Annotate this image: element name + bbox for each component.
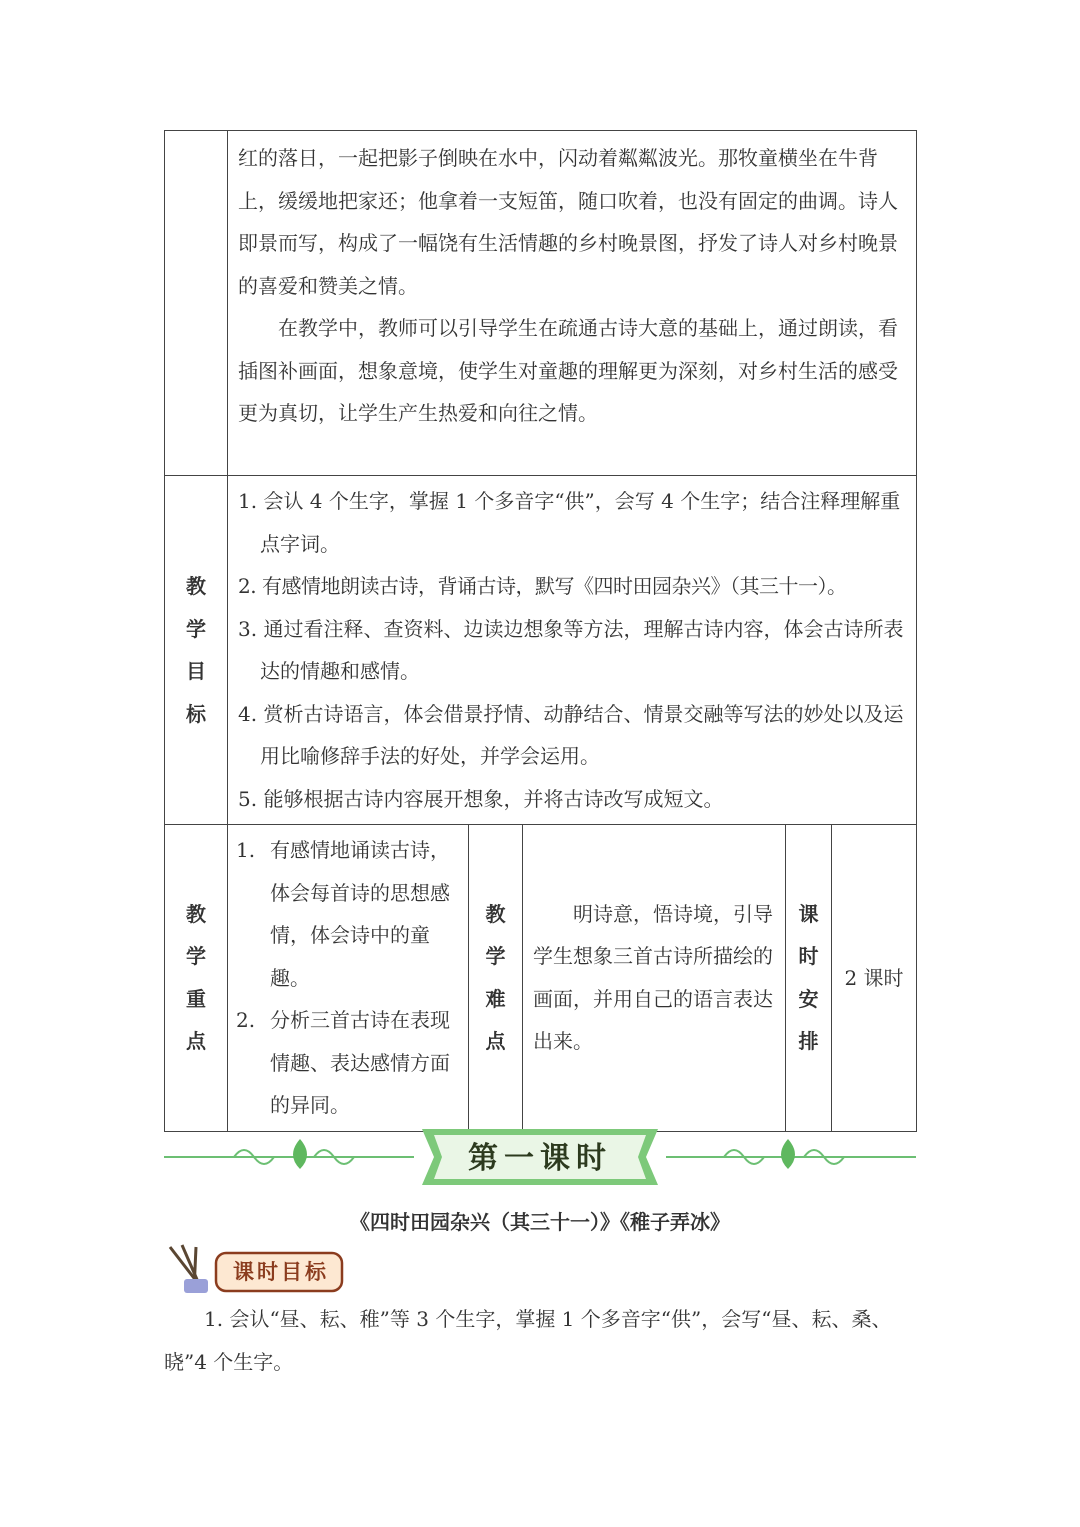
lesson-banner (164, 1125, 916, 1189)
banner-title: 第一课时 (468, 1141, 612, 1176)
goal-item: 2. 有感情地朗读古诗，背诵古诗，默写《四时田园杂兴》（其三十一）。 (238, 574, 847, 598)
lesson-goal-badge (164, 1243, 354, 1297)
difficulties-text: 明诗意，悟诗境，引导学生想象三首古诗所描绘的画面，并用自己的语言表达出来。 (533, 901, 773, 1054)
lesson-goal-item: 1. 会认“昼、耘、稚”等 3 个生字，掌握 1 个多音字“供”，会写“昼、耘、桑、晓”4 个生字。 (164, 1307, 892, 1374)
key-points-label: 教 学 重 点 (165, 825, 228, 1132)
key-point-item: 2. 分析三首古诗在表现情趣、表达感情方面的异同。 (236, 1008, 450, 1117)
intro-row (165, 131, 917, 476)
goal-item: 3. 通过看注释、查资料、边读边想象等方法，理解古诗内容，体会古诗所表达的情趣和感情。 (238, 616, 904, 683)
poem-subtitle: 《四时田园杂兴（其三十一）》《稚子弄冰》 (350, 1210, 730, 1234)
intro-cell (228, 131, 917, 476)
intro-label-cell (165, 131, 228, 476)
key-points-row (165, 825, 917, 1132)
difficulties-label: 教 学 难 点 (469, 825, 523, 1132)
goals-row (165, 476, 917, 825)
schedule-label: 课 时 安 排 (786, 825, 832, 1132)
intro-paragraph-1: 红的落日，一起把影子倒映在水中，闪动着粼粼波光。那牧童横坐在牛背上，缓缓地把家还；他拿着一支短笛，随口吹着，也没有固定的曲调。诗人即景而写，构成了一幅饶有生活情趣的乡村晚景图，抒发了诗人对乡村晚景的喜爱和赞美之情。 (238, 146, 898, 298)
goal-item: 4. 赏析古诗语言，体会借景抒情、动静结合、情景交融等写法的妙处以及运用比喻修辞手法的好处，并学会运用。 (238, 701, 904, 768)
goal-item: 1. 会认 4 个生字，掌握 1 个多音字“供”，会写 4 个生字；结合注释理解重点字词。 (238, 489, 901, 556)
key-points-cell (228, 825, 469, 1132)
difficulties-cell (523, 825, 786, 1132)
schedule-value: 2 课时 (832, 825, 917, 1132)
intro-paragraph-2: 在教学中，教师可以引导学生在疏通古诗大意的基础上，通过朗读，看插图补画面，想象意境，使学生对童趣的理解更为深刻，对乡村生活的感受更为真切，让学生产生热爱和向往之情。 (238, 316, 898, 425)
goals-label: 教 学 目 标 (165, 476, 228, 825)
key-point-item: 1. 有感情地诵读古诗，体会每首诗的思想感情，体会诗中的童趣。 (236, 838, 450, 990)
lesson-plan-table (164, 130, 917, 1132)
goal-item: 5. 能够根据古诗内容展开想象，并将古诗改写成短文。 (238, 786, 724, 811)
goal-badge-label: 课时目标 (233, 1260, 329, 1284)
goals-cell (228, 476, 917, 825)
